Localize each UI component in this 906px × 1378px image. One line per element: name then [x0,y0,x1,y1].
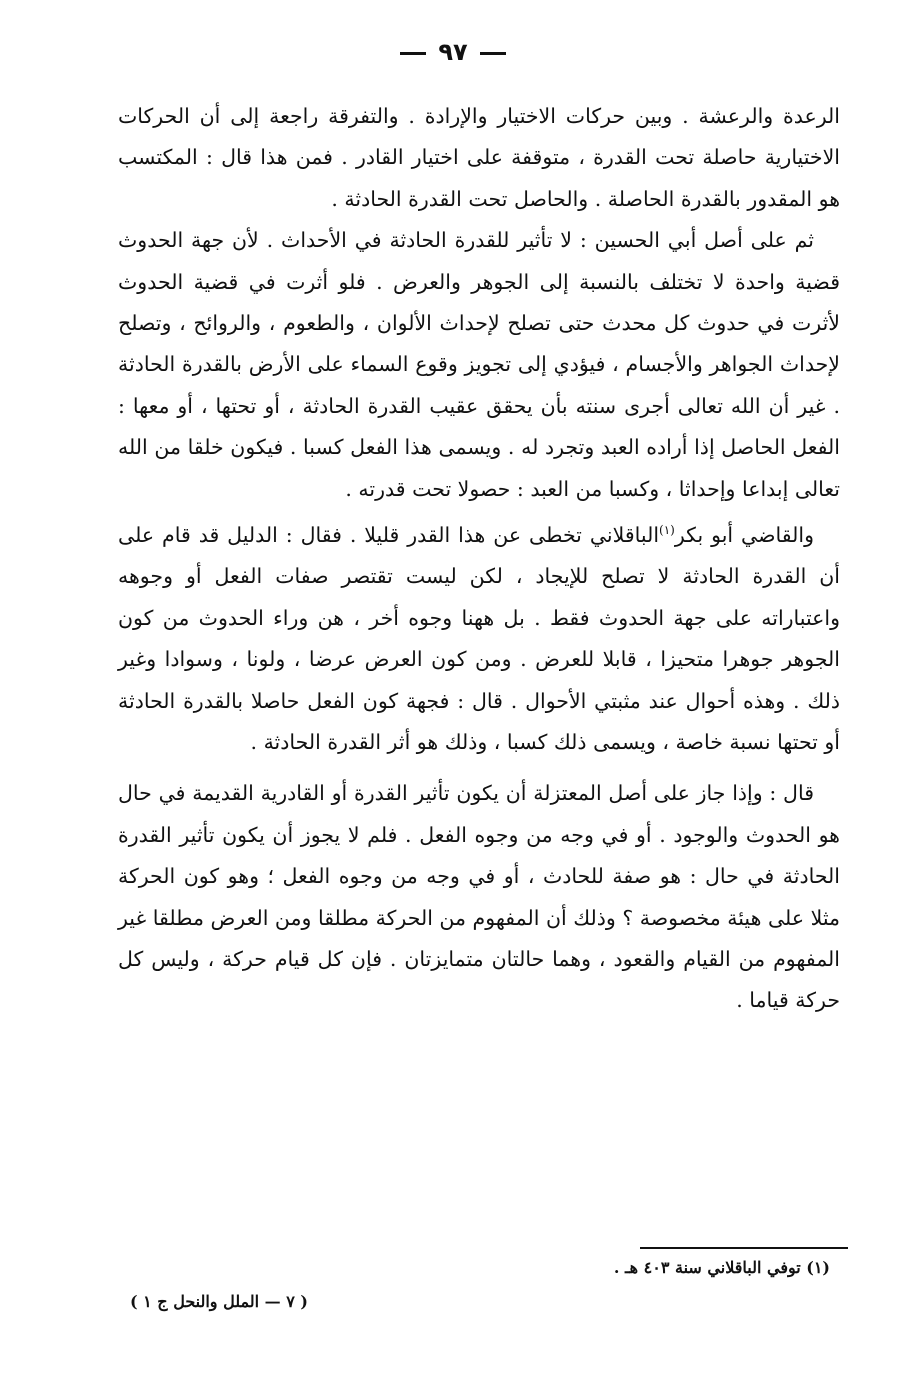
paragraph-3-rest: الباقلاني تخطى عن هذا القدر قليلا . فقال : الدليل قد قام على أن القدرة الحادثة لا تصلح للإيجاد ، لكن ليست تقتصر صفات الفعل أو وجوهه واعتباراته على جهة الحدوث فقط . بل ههنا وجوه أخر ، هن وراء الحدوث من كون الجوهر جوهرا متحيزا ، قابلا للعرض . ومن كون العرض عرضا ، ولونا ، وسوادا وغير ذلك . وهذه أحوال عند مثبتي الأحوال . قال : فجهة كون الفعل حاصلا بالقدرة الحادثة أو تحتها نسبة خاصة ، ويسمى ذلك كسبا ، وذلك هو أثر القدرة الحادثة . [118,522,840,754]
paragraph-3 [118,510,840,763]
paragraph-4: قال : وإذا جاز على أصل المعتزلة أن يكون تأثير القدرة أو القادرية القديمة في حال هو الحدوث والوجود . أو في وجه من وجوه الفعل . فلم لا يجوز أن يكون تأثير القدرة الحادثة في حال : هو صفة للحادث ، أو في وجه من وجوه الفعل ؛ وهو كون الحركة مثلا على هيئة مخصوصة ؟ وذلك أن المفهوم من الحركة مطلقا ومن العرض مطلقا غير المفهوم من القيام والقعود ، وهما حالتان متمايزتان . فإن كل قيام حركة ، وليس كل حركة قياما . [118,781,840,1013]
page-number-dash-left [400,52,426,55]
printer-signature: ( ٧ — الملل والنحل ج ١ ) [130,1292,308,1311]
footnote-rule [640,1247,848,1249]
page-number-value: ٩٧ [438,38,468,66]
page-number [0,38,906,66]
footnote-marker: (١) [659,523,675,538]
main-text [118,96,840,1022]
paragraph-1: الرعدة والرعشة . وبين حركات الاختيار والإرادة . والتفرقة راجعة إلى أن الحركات الاختيارية حاصلة تحت القدرة ، متوقفة على اختيار القادر . فمن هذا قال : المكتسب هو المقدور بالقدرة الحاصلة . والحاصل تحت القدرة الحادثة . [118,104,840,211]
footnote: (١) توفي الباقلاني سنة ٤٠٣ هـ . [613,1258,830,1277]
page-number-dash-right [480,52,506,55]
paragraph-2: ثم على أصل أبي الحسين : لا تأثير للقدرة الحادثة في الأحداث . لأن جهة الحدوث قضية واحدة لا تختلف بالنسبة إلى الجوهر والعرض . فلو أثرت في قضية الحدوث لأثرت في حدوث كل محدث حتى تصلح لإحداث الألوان ، والطعوم ، والروائح ، وتصلح لإحداث الجواهر والأجسام ، فيؤدي إلى تجويز وقوع السماء على الأرض بالقدرة الحادثة . غير أن الله تعالى أجرى سنته بأن يحقق عقيب القدرة الحادثة ، أو تحتها ، أو معها : الفعل الحاصل إذا أراده العبد وتجرد له . ويسمى هذا الفعل كسبا . فيكون خلقا من الله تعالى إبداعا وإحداثا ، وكسبا من العبد : حصولا تحت قدرته . [118,228,840,501]
paragraph-3-start: والقاضي أبو بكر [674,522,814,547]
